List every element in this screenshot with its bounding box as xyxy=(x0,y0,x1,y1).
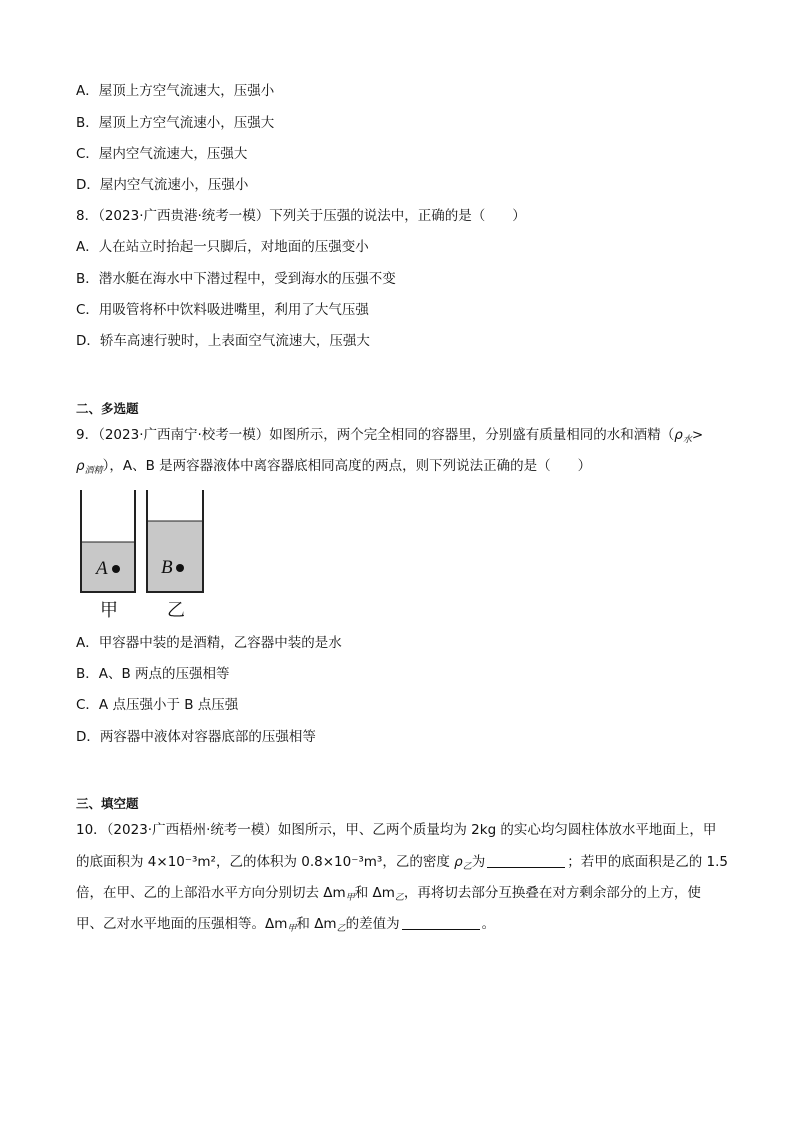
q7-option-a: A．屋顶上方空气流速大，压强小 xyxy=(76,83,275,99)
q9-option-a: A．甲容器中装的是酒精，乙容器中装的是水 xyxy=(76,635,342,651)
q10-line2-wei: 为 xyxy=(471,854,486,870)
q10-line2 xyxy=(76,853,728,876)
subscript-jia: 甲 xyxy=(287,924,297,934)
point-b-label: B xyxy=(161,557,173,578)
q10-line4-text-2: 的差值为 xyxy=(345,916,400,932)
q9-stem-text: 9．（2023·广西南宁·校考一模）如图所示，两个完全相同的容器里，分别盛有质量相同的水和酒精（ xyxy=(76,427,675,443)
subscript-yi: 乙 xyxy=(336,924,346,934)
q9-option-c: C．A 点压强小于 B 点压强 xyxy=(76,697,239,713)
q10-line2-text-2: ；若甲的底面积是乙的 1.5 xyxy=(567,854,728,870)
rho-symbol: ρ xyxy=(674,427,683,443)
point-b-dot xyxy=(176,564,184,572)
caption-jia: 甲 xyxy=(100,600,118,621)
q10-line3-and: 和 Δm xyxy=(354,885,395,901)
q10-line4-and: 和 Δm xyxy=(296,916,337,932)
subscript-water: 水 xyxy=(682,435,692,445)
q8-option-b: B．潜水艇在海水中下潜过程中，受到海水的压强不变 xyxy=(76,271,396,287)
q10-line3-text: 倍，在甲、乙的上部沿水平方向分别切去 Δm xyxy=(76,885,346,901)
q10-line4-period: 。 xyxy=(481,916,496,932)
subscript-jia: 甲 xyxy=(345,893,355,903)
q8-option-c: C．用吸管将杯中饮料吸进嘴里，利用了大气压强 xyxy=(76,302,369,318)
q7-option-c: C．屋内空气流速大，压强大 xyxy=(76,146,248,162)
q10-line4 xyxy=(76,915,495,938)
q9-stem-text-2: ），A、B 是两容器液体中离容器底相同高度的两点，则下列说法正确的是（ ） xyxy=(102,458,592,474)
subscript-yi: 乙 xyxy=(462,862,472,872)
q9-option-b: B．A、B 两点的压强相等 xyxy=(76,666,230,682)
subscript-alcohol: 酒精 xyxy=(84,466,103,476)
q7-option-b: B．屋顶上方空气流速小，压强大 xyxy=(76,115,275,131)
point-a-label: A xyxy=(96,558,108,579)
answer-blank-2[interactable] xyxy=(402,917,480,930)
section-title-multiple-choice: 二、多选题 xyxy=(76,401,139,416)
q10-line2-text: 的底面积为 4×10⁻³m²，乙的体积为 0.8×10⁻³m³，乙的密度 xyxy=(76,854,455,870)
point-a-dot xyxy=(112,565,120,573)
section-title-fill-in: 三、填空题 xyxy=(76,796,139,811)
q8-stem: 8．（2023·广西贵港·统考一模）下列关于压强的说法中，正确的是（ ） xyxy=(76,208,526,224)
answer-blank-1[interactable] xyxy=(487,855,565,868)
container-jia-liquid xyxy=(81,542,135,592)
q9-stem-line2 xyxy=(76,457,591,480)
q8-option-d: D．轿车高速行驶时，上表面空气流速大，压强大 xyxy=(76,333,370,349)
q9-option-d: D．两容器中液体对容器底部的压强相等 xyxy=(76,729,316,745)
q8-option-a: A．人在站立时抬起一只脚后，对地面的压强变小 xyxy=(76,239,369,255)
subscript-yi: 乙 xyxy=(394,893,404,903)
rho-symbol: ρ xyxy=(454,854,463,870)
greater-than: > xyxy=(691,427,704,443)
container-yi-liquid xyxy=(147,521,203,592)
q10-line4-text: 甲、乙对水平地面的压强相等。Δm xyxy=(76,916,288,932)
q10-line3 xyxy=(76,884,701,907)
q7-option-d: D．屋内空气流速小，压强小 xyxy=(76,177,249,193)
q9-container-figure xyxy=(76,488,226,628)
rho-symbol: ρ xyxy=(76,458,85,474)
q10-line1: 10．（2023·广西梧州·统考一模）如图所示，甲、乙两个质量均为 2kg 的实心均匀圆柱体放水平地面上，甲 xyxy=(76,822,717,838)
q10-line3-text-2: ，再将切去部分互换叠在对方剩余部分的上方，使 xyxy=(403,885,701,901)
caption-yi: 乙 xyxy=(167,600,185,621)
q9-stem-line1 xyxy=(76,426,703,449)
